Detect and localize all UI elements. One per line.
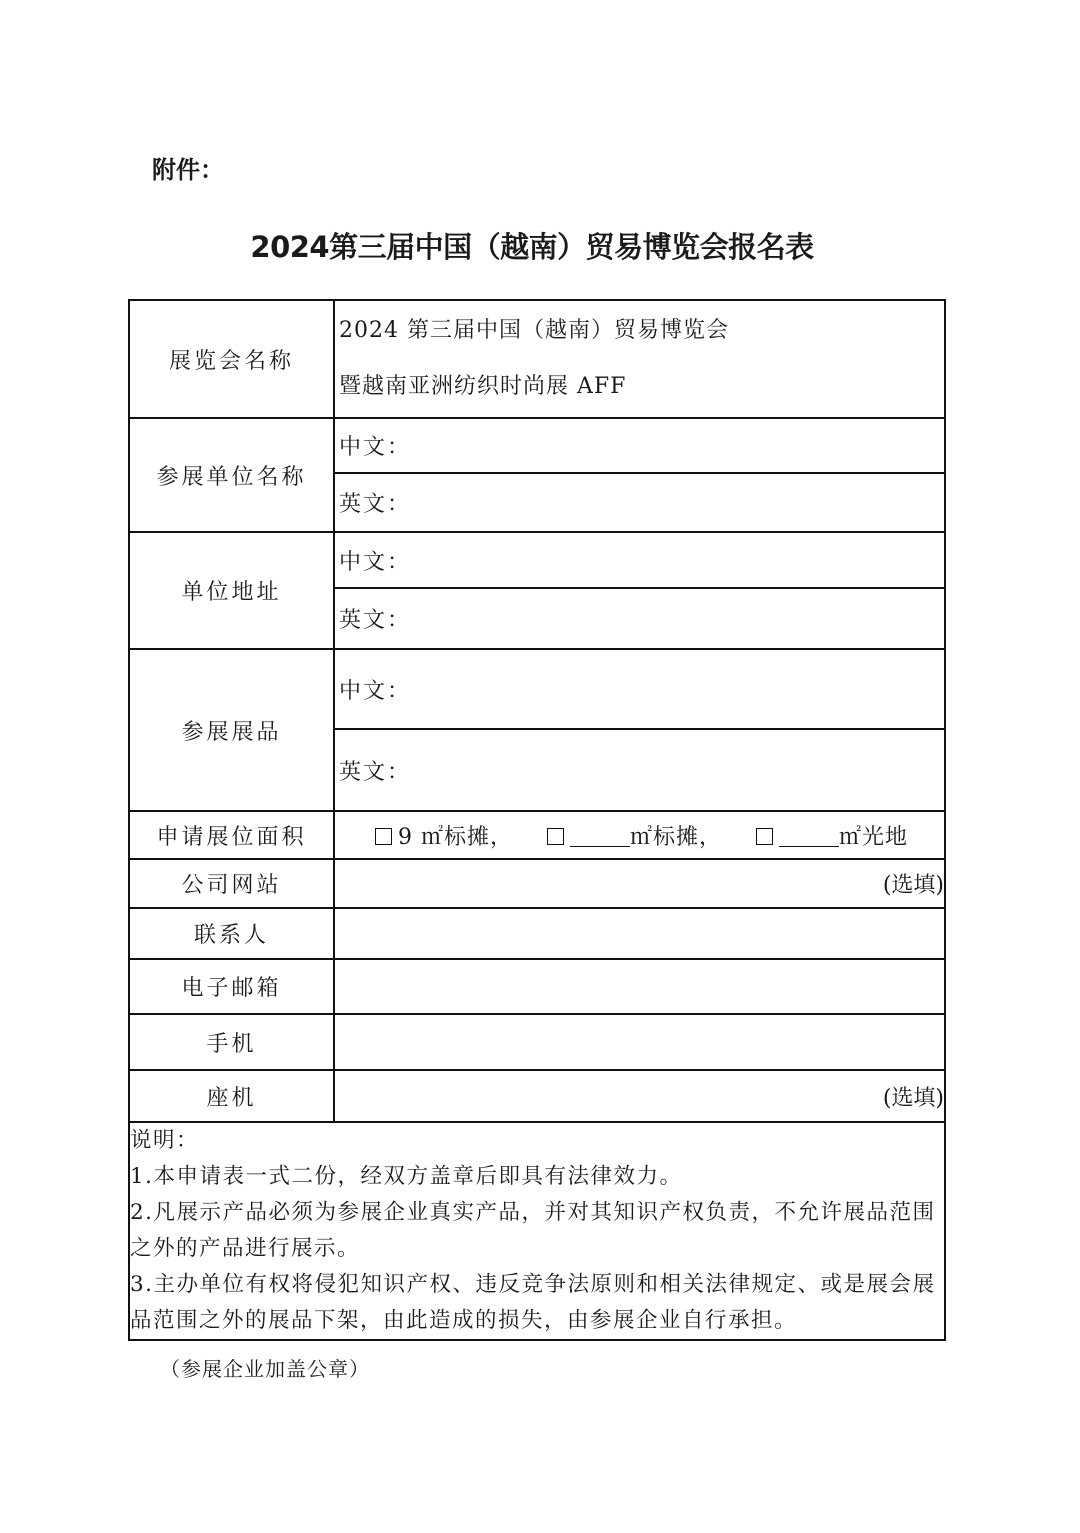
booth-area-label: 申请展位面积	[129, 811, 334, 859]
landline-optional-note: (选填)	[882, 1085, 944, 1111]
attachment-label: 附件：	[152, 156, 224, 184]
row-website	[129, 859, 945, 908]
exhibitor-name-en-field[interactable]: 英文：	[334, 473, 945, 532]
landline-label: 座机	[129, 1070, 334, 1122]
booth-9sqm-checkbox[interactable]	[375, 828, 392, 845]
row-exhibitor-cn	[129, 418, 945, 473]
row-booth-area	[129, 811, 945, 859]
website-optional-note: (选填)	[882, 873, 944, 898]
form-title: 2024第三届中国（越南）贸易博览会报名表	[250, 230, 814, 264]
contact-field[interactable]	[334, 908, 945, 959]
row-notes	[129, 1122, 945, 1340]
address-cn-field[interactable]: 中文：	[334, 532, 945, 588]
registration-form-table	[128, 299, 946, 1341]
address-label: 单位地址	[129, 532, 334, 649]
notes-item-1: 1.本申请表一式二份，经双方盖章后即具有法律效力。	[130, 1164, 683, 1189]
expo-name-line2: 暨越南亚洲纺织时尚展 AFF	[339, 374, 627, 399]
products-en-field[interactable]: 英文：	[334, 729, 945, 811]
notes-item-3: 3.主办单位有权将侵犯知识产权、违反竞争法原则和相关法律规定、或是展会展品范围之外的展品下架，由此造成的损失，由参展企业自行承担。	[130, 1272, 936, 1333]
products-cn-field[interactable]: 中文：	[334, 649, 945, 729]
landline-field[interactable]	[334, 1070, 945, 1122]
email-label: 电子邮箱	[129, 959, 334, 1014]
booth-raw-space-checkbox[interactable]	[756, 828, 773, 845]
notes-heading: 说明：	[130, 1128, 200, 1153]
company-seal-note: （参展企业加盖公章）	[160, 1357, 370, 1381]
row-email	[129, 959, 945, 1014]
expo-name-value	[334, 300, 945, 418]
notes-item-2: 2.凡展示产品必须为参展企业真实产品，并对其知识产权负责，不允许展品范围之外的产品进行展示。	[130, 1200, 936, 1261]
booth-standard-label: ㎡标摊，	[629, 824, 722, 850]
row-products-cn	[129, 649, 945, 729]
booth-standard-checkbox[interactable]	[547, 828, 564, 845]
row-expo-name	[129, 300, 945, 418]
email-field[interactable]	[334, 959, 945, 1014]
expo-name-line1: 2024 第三届中国（越南）贸易博览会	[339, 318, 729, 343]
exhibitor-name-cn-field[interactable]: 中文：	[334, 418, 945, 473]
booth-raw-space-label: ㎡光地	[839, 824, 909, 850]
booth-area-options	[334, 811, 945, 859]
row-address-cn	[129, 532, 945, 588]
mobile-field[interactable]	[334, 1014, 945, 1070]
notes-section	[129, 1122, 945, 1340]
contact-label: 联系人	[129, 908, 334, 959]
row-contact	[129, 908, 945, 959]
row-landline	[129, 1070, 945, 1122]
website-label: 公司网站	[129, 859, 334, 908]
booth-raw-space-blank[interactable]	[779, 828, 839, 847]
exhibitor-name-label: 参展单位名称	[129, 418, 334, 532]
address-en-field[interactable]: 英文：	[334, 588, 945, 649]
expo-name-label: 展览会名称	[129, 300, 334, 418]
website-field[interactable]	[334, 859, 945, 908]
products-label: 参展展品	[129, 649, 334, 811]
mobile-label: 手机	[129, 1014, 334, 1070]
booth-9sqm-label: 9 ㎡标摊，	[397, 824, 513, 850]
row-mobile	[129, 1014, 945, 1070]
booth-standard-blank[interactable]	[570, 828, 630, 847]
